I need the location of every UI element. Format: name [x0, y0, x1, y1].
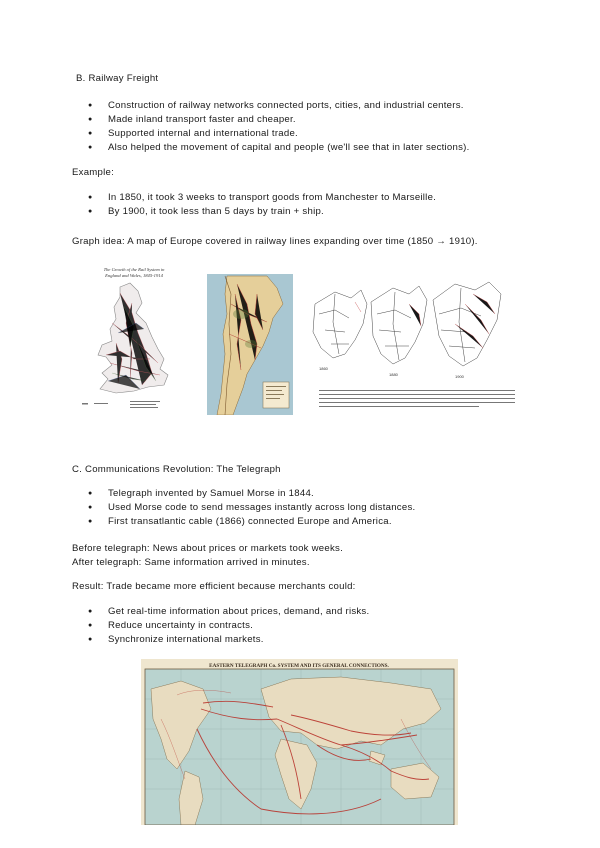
list-item: ● First transatlantic cable (1866) connected Europe and America. — [88, 515, 415, 529]
us-rail-maps-image — [305, 274, 531, 416]
list-item: ● Reduce uncertainty in contracts. — [88, 619, 369, 633]
section-c-bullet-list — [88, 487, 415, 529]
list-item: ● Synchronize international markets. — [88, 633, 369, 647]
argentina-rail-map-image — [207, 274, 293, 415]
argentina-rail-map-figure — [207, 274, 293, 415]
telegraph-map-title: EASTERN TELEGRAPH Co. SYSTEM AND ITS GENERAL CONNECTIONS. — [209, 663, 389, 669]
result-text: Result: Trade became more efficient because merchants could: — [72, 581, 356, 592]
list-item: ● Get real-time information about prices, demand, and risks. — [88, 605, 369, 619]
list-item: ● Also helped the movement of capital and people (we'll see that in later sections). — [88, 141, 470, 155]
us-map-label-right: 1900 — [455, 374, 464, 379]
telegraph-map-image — [141, 659, 458, 825]
after-telegraph-text: After telegraph: Same information arrived in minutes. — [72, 557, 310, 568]
section-c-heading: C. Communications Revolution: The Telegraph — [72, 464, 281, 475]
list-item: ● Made inland transport faster and cheaper. — [88, 113, 470, 127]
result-bullet-list — [88, 605, 369, 647]
us-map-label-mid: 1880 — [389, 372, 398, 377]
list-item: ● By 1900, it took less than 5 days by train + ship. — [88, 205, 436, 219]
example-bullet-list — [88, 191, 436, 219]
england-map-title-1: The Growth of the Rail System in — [103, 267, 165, 272]
section-b-heading: B. Railway Freight — [76, 73, 159, 84]
england-map-title-2: England and Wales, 1845-1914 — [105, 273, 163, 278]
list-item: ● Used Morse code to send messages instantly across long distances. — [88, 501, 415, 515]
before-telegraph-text: Before telegraph: News about prices or markets took weeks. — [72, 543, 343, 554]
england-rail-map-image — [72, 263, 196, 417]
section-b-bullet-list — [88, 99, 470, 155]
graph-idea: Graph idea: A map of Europe covered in railway lines expanding over time (1850 → 1910). — [72, 236, 478, 247]
list-item: ● Construction of railway networks connected ports, cities, and industrial centers. — [88, 99, 470, 113]
list-item: ● Supported internal and international trade. — [88, 127, 470, 141]
us-map-label-left: 1860 — [319, 366, 328, 371]
list-item: ● In 1850, it took 3 weeks to transport goods from Manchester to Marseille. — [88, 191, 436, 205]
telegraph-map-figure — [141, 659, 458, 825]
list-item: ● Telegraph invented by Samuel Morse in 1844. — [88, 487, 415, 501]
us-rail-maps-figure — [305, 274, 531, 416]
example-label: Example: — [72, 167, 114, 178]
england-rail-map-figure — [72, 263, 196, 417]
